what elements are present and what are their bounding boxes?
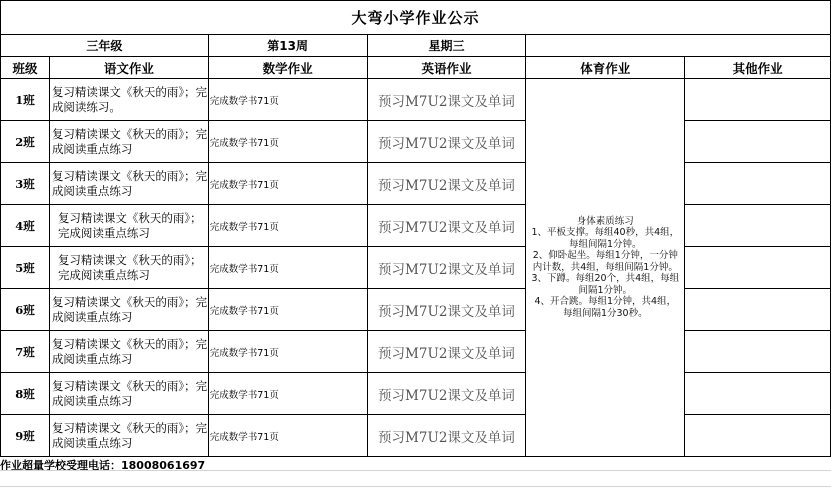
class-cell[interactable]: 4班 [1, 205, 50, 247]
pe-homework-line: 2、仰卧起坐。每组1分钟，一分钟内计数，共4组，每组间隔1分钟。 [532, 250, 678, 273]
pe-homework-line: 4、开合跳。每组1分钟，共4组，每组间隔1分30秒。 [534, 296, 677, 319]
chinese-homework-cell[interactable]: 复习精读课文《秋天的雨》；完成阅读重点练习 [49, 415, 208, 457]
empty-gridline [0, 486, 831, 487]
table-row [1, 247, 831, 289]
class-cell[interactable]: 8班 [1, 373, 50, 415]
other-homework-cell[interactable] [685, 205, 831, 247]
math-homework-cell[interactable]: 完成数学书71页 [208, 289, 367, 331]
class-cell[interactable]: 9班 [1, 415, 50, 457]
class-cell[interactable]: 7班 [1, 331, 50, 373]
chinese-homework-cell[interactable]: 复习精读课文《秋天的雨》；完成阅读练习。 [49, 79, 208, 121]
english-homework-cell[interactable]: 预习M7U2课文及单词 [367, 289, 526, 331]
table-row [1, 331, 831, 373]
chinese-homework-cell[interactable]: 复习精读课文《秋天的雨》；完成阅读重点练习 [49, 205, 208, 247]
empty-gridline [0, 470, 831, 471]
class-cell[interactable]: 3班 [1, 163, 50, 205]
class-cell[interactable]: 5班 [1, 247, 50, 289]
other-homework-cell[interactable] [685, 415, 831, 457]
other-homework-cell[interactable] [685, 331, 831, 373]
table-row [1, 79, 831, 121]
grade-cell[interactable]: 三年级 [1, 35, 209, 57]
other-homework-cell[interactable] [685, 247, 831, 289]
class-cell[interactable]: 1班 [1, 79, 50, 121]
week-cell[interactable]: 第13周 [208, 35, 367, 57]
chinese-homework-cell[interactable]: 复习精读课文《秋天的雨》；完成阅读重点练习 [49, 163, 208, 205]
pe-homework-cell[interactable] [526, 79, 685, 457]
math-homework-cell[interactable]: 完成数学书71页 [208, 247, 367, 289]
chinese-homework-cell[interactable]: 复习精读课文《秋天的雨》；完成阅读重点练习 [49, 373, 208, 415]
table-row [1, 163, 831, 205]
header-english[interactable]: 英语作业 [367, 57, 526, 79]
english-homework-cell[interactable]: 预习M7U2课文及单词 [367, 163, 526, 205]
math-homework-cell[interactable]: 完成数学书71页 [208, 331, 367, 373]
weekday-cell[interactable]: 星期三 [367, 35, 526, 57]
other-homework-cell[interactable] [685, 373, 831, 415]
chinese-homework-cell[interactable]: 复习精读课文《秋天的雨》；完成阅读重点练习 [49, 331, 208, 373]
table-row [1, 121, 831, 163]
other-homework-cell[interactable] [685, 121, 831, 163]
table-row [1, 373, 831, 415]
chinese-homework-cell[interactable]: 复习精读课文《秋天的雨》；完成阅读重点练习 [49, 247, 208, 289]
math-homework-cell[interactable]: 完成数学书71页 [208, 373, 367, 415]
header-pe[interactable]: 体育作业 [526, 57, 685, 79]
pe-homework-line: 1、平板支撑。每组40秒，共4组，每组间隔1分钟。 [531, 227, 680, 250]
table-row [1, 289, 831, 331]
meta-empty-cell[interactable] [526, 35, 831, 57]
header-other[interactable]: 其他作业 [685, 57, 831, 79]
header-chinese[interactable]: 语文作业 [49, 57, 208, 79]
footer-hotline[interactable]: 作业超量学校受理电话：18008061697 [0, 459, 206, 472]
table-row [1, 415, 831, 457]
pe-homework-line: 3、下蹲。每组20个，共4组，每组间隔1分钟。 [531, 273, 680, 296]
english-homework-cell[interactable]: 预习M7U2课文及单词 [367, 331, 526, 373]
english-homework-cell[interactable]: 预习M7U2课文及单词 [367, 205, 526, 247]
header-math[interactable]: 数学作业 [208, 57, 367, 79]
class-cell[interactable]: 6班 [1, 289, 50, 331]
english-homework-cell[interactable]: 预习M7U2课文及单词 [367, 121, 526, 163]
math-homework-cell[interactable]: 完成数学书71页 [208, 415, 367, 457]
english-homework-cell[interactable]: 预习M7U2课文及单词 [367, 247, 526, 289]
chinese-homework-cell[interactable]: 复习精读课文《秋天的雨》；完成阅读重点练习 [49, 289, 208, 331]
class-cell[interactable]: 2班 [1, 121, 50, 163]
pe-homework-line: 身体素质练习 [576, 215, 634, 227]
other-homework-cell[interactable] [685, 289, 831, 331]
other-homework-cell[interactable] [685, 163, 831, 205]
math-homework-cell[interactable]: 完成数学书71页 [208, 163, 367, 205]
sheet-title[interactable]: 大弯小学作业公示 [1, 1, 831, 35]
other-homework-cell[interactable] [685, 79, 831, 121]
english-homework-cell[interactable]: 预习M7U2课文及单词 [367, 79, 526, 121]
chinese-homework-cell[interactable]: 复习精读课文《秋天的雨》；完成阅读重点练习 [49, 121, 208, 163]
english-homework-cell[interactable]: 预习M7U2课文及单词 [367, 373, 526, 415]
math-homework-cell[interactable]: 完成数学书71页 [208, 121, 367, 163]
math-homework-cell[interactable]: 完成数学书71页 [208, 79, 367, 121]
table-row [1, 205, 831, 247]
math-homework-cell[interactable]: 完成数学书71页 [208, 205, 367, 247]
header-class[interactable]: 班级 [1, 57, 50, 79]
english-homework-cell[interactable]: 预习M7U2课文及单词 [367, 415, 526, 457]
